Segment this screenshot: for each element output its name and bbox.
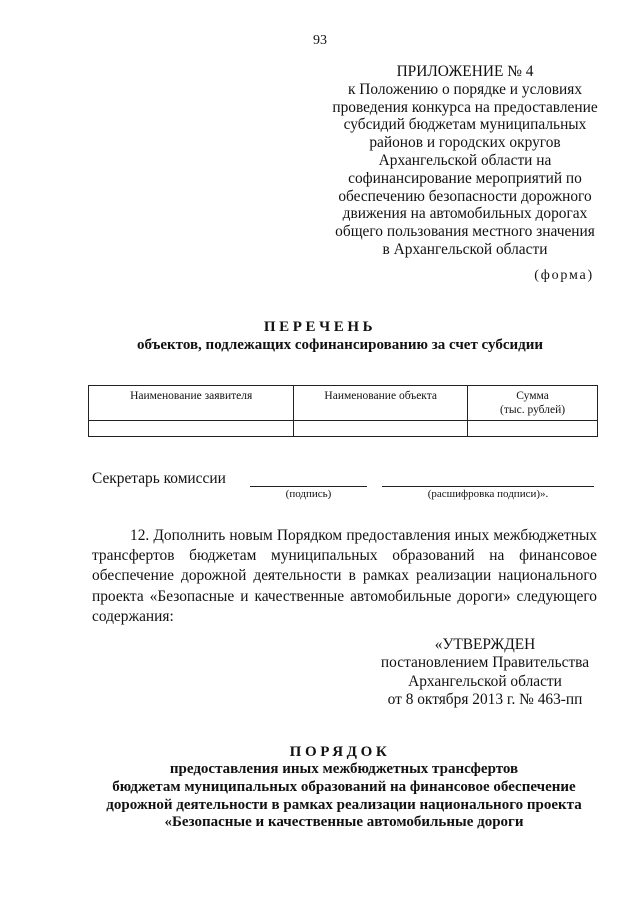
procedure-title: ПОРЯДОК (289, 744, 391, 760)
table-header-row (89, 386, 598, 421)
table-cell (468, 421, 598, 437)
signature-caption: (подпись) (285, 488, 332, 500)
header-amount-unit: (тыс. рублей) (500, 404, 566, 416)
appendix-line: районов и городских округов (369, 134, 561, 152)
table-cell (294, 421, 468, 437)
appendix-line: в Архангельской области (382, 240, 548, 258)
appendix-line: Архангельской области на (378, 151, 552, 169)
list-title: ПЕРЕЧЕНЬ (263, 319, 377, 335)
secretary-label: Секретарь комиссии (92, 470, 226, 487)
appendix-line: ПРИЛОЖЕНИЕ № 4 (396, 63, 534, 80)
appendix-block (320, 63, 610, 259)
list-subtitle: объектов, подлежащих софинансированию за счет субсидии (136, 337, 543, 353)
appendix-line: движения на автомобильных дорогах (342, 205, 588, 223)
paragraph-12 (92, 526, 597, 627)
header-amount (468, 386, 598, 421)
header-applicant: Наименование заявителя (89, 386, 294, 421)
header-object: Наименование объекта (294, 386, 468, 421)
appendix-line: общего пользования местного значения (335, 223, 595, 241)
approved-line: постановлением Правительства (380, 654, 590, 672)
paragraph-text: 12. Дополнить новым Порядком предоставления иных межбюджетных трансфертов бюджетам муниципальных образований на финансовое обеспечение дорожной деятельности в рамках реализации национального проекта «Безопасные и качественные автомобильные дороги» следующего содержания: (92, 527, 597, 625)
approved-line: Архангельской области (408, 672, 562, 690)
transcript-line (382, 486, 594, 487)
procedure-subtitle-line: «Безопасные и качественные автомобильные дороги (164, 814, 524, 831)
appendix-line: проведения конкурса на предоставление (332, 98, 598, 116)
appendix-line: субсидий бюджетам муниципальных (343, 116, 587, 134)
procedure-subtitle-line: предоставления иных межбюджетных трансфертов (169, 761, 519, 777)
procedure-subtitle-line: дорожной деятельности в рамках реализации национального проекта (106, 796, 582, 813)
form-label: (форма) (534, 268, 594, 283)
table-cell (89, 421, 294, 437)
approved-line: от 8 октября 2013 г. № 463-пп (387, 691, 583, 709)
table-row (89, 421, 598, 437)
appendix-line: обеспечению безопасности дорожного (338, 187, 592, 205)
signature-line (250, 486, 367, 487)
procedure-subtitle (0, 761, 640, 832)
page-number: 93 (313, 33, 327, 48)
procedure-subtitle-line: бюджетам муниципальных образований на финансовое обеспечение (112, 778, 576, 795)
appendix-line: к Положению о порядке и условиях (347, 80, 583, 98)
appendix-line: софинансирование мероприятий по (348, 169, 582, 187)
transcript-caption: (расшифровка подписи)». (427, 488, 549, 500)
header-amount-label: Сумма (516, 390, 549, 402)
approved-block (360, 636, 610, 710)
approved-line: «УТВЕРЖДЕН (434, 636, 536, 653)
objects-table (88, 385, 598, 437)
